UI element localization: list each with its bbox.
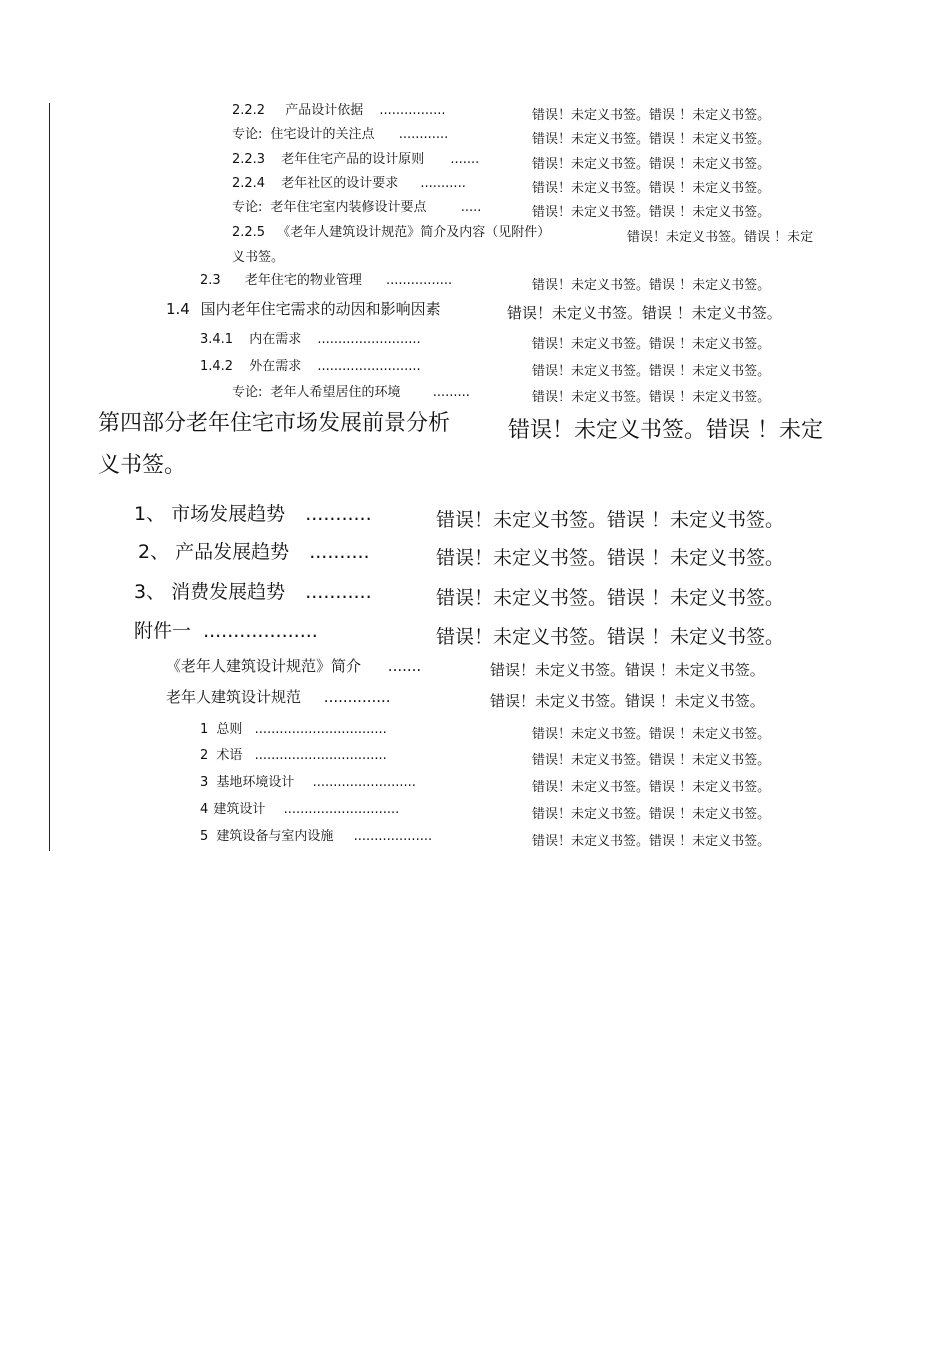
- toc-title: 老年社区的设计要求: [281, 176, 399, 191]
- toc-entry[interactable]: [134, 505, 372, 524]
- toc-leader: ................................: [254, 722, 387, 737]
- toc-title: 建筑设计: [213, 802, 266, 817]
- toc-page-ref: 错误！未定义书签。错误 ！未定: [627, 230, 814, 245]
- margin-line: [49, 103, 50, 851]
- toc-entry[interactable]: [166, 690, 391, 705]
- toc-page-ref: 错误！未定义书签。错误 ！未定义书签。: [532, 157, 771, 172]
- toc-number: 1.4.2: [200, 359, 234, 374]
- toc-entry[interactable]: [232, 226, 550, 239]
- toc-title: 基地环境设计: [216, 775, 295, 790]
- toc-page-ref-continued: 义书签。: [98, 453, 187, 478]
- toc-entry[interactable]: [232, 201, 481, 214]
- toc-page-ref: 错误！未定义书签。错误 ！未定义书签。: [532, 834, 771, 849]
- toc-number: 专论:: [232, 127, 263, 142]
- toc-leader: ............................: [283, 802, 400, 817]
- toc-page-ref: 错误！未定义书签。错误 ！未定义书签。: [507, 304, 782, 322]
- toc-number: 专论:: [232, 200, 263, 215]
- toc-leader: .......: [450, 152, 480, 167]
- toc-page-ref: 错误！未定义书签。错误 ！未定义书签。: [532, 807, 771, 822]
- toc-page-ref: 错误！未定义书签。错误 ！未定义书签。: [532, 205, 771, 220]
- toc-entry[interactable]: [200, 749, 387, 762]
- toc-entry[interactable]: [138, 543, 370, 562]
- toc-page-ref: 错误！未定义书签。错误 ！未定义书签。: [436, 587, 785, 609]
- toc-leader: .......: [387, 657, 422, 675]
- toc-number: 3.4.1: [200, 332, 234, 347]
- toc-title: 总则: [216, 722, 243, 737]
- toc-entry[interactable]: [200, 803, 399, 816]
- toc-leader: ................................: [254, 748, 387, 763]
- toc-number: 2.3: [200, 273, 221, 288]
- toc-page-ref: 错误！未定义书签。错误 ！未定义书签。: [532, 132, 771, 147]
- toc-number: 2.2.2: [232, 103, 266, 118]
- toc-title: 内在需求: [249, 332, 302, 347]
- toc-leader: ...........: [305, 503, 372, 525]
- toc-entry[interactable]: [166, 302, 441, 317]
- toc-title: 第四部分老年住宅市场发展前景分析: [98, 411, 451, 436]
- toc-number: 2.2.3: [232, 152, 266, 167]
- toc-page-ref: 错误！未定义书签。错误 ！未定义书签。: [532, 390, 771, 405]
- toc-leader: ...........: [305, 581, 372, 603]
- toc-leader: .........................: [317, 332, 421, 347]
- toc-page-ref-continued: 义书签。: [232, 250, 285, 265]
- toc-number: 2、: [138, 541, 170, 563]
- toc-title: 《老年人建筑设计规范》简介: [166, 657, 362, 675]
- toc-leader: .....: [460, 200, 482, 215]
- toc-entry[interactable]: [232, 177, 466, 190]
- toc-entry[interactable]: [232, 128, 448, 141]
- toc-title: 老年人希望居住的环境: [270, 385, 401, 400]
- toc-number: 5: [200, 829, 209, 844]
- toc-title: 老年住宅产品的设计原则: [281, 152, 425, 167]
- toc-entry[interactable]: [200, 274, 452, 287]
- toc-page-ref: 错误！未定义书签。错误 ！未定义书签。: [532, 278, 771, 293]
- toc-entry[interactable]: [232, 153, 479, 166]
- toc-page-ref: 错误！未定义书签。错误 ！未定义书签。: [436, 626, 785, 648]
- toc-entry[interactable]: [232, 104, 446, 117]
- toc-leader: ..........: [309, 541, 370, 563]
- toc-leader: ............: [398, 127, 449, 142]
- toc-leader: ................: [385, 273, 453, 288]
- toc-leader: ...................: [203, 620, 318, 642]
- toc-page-ref: 错误！未定义书签。错误 ！未定义书签。: [532, 181, 771, 196]
- toc-leader: ...................: [353, 829, 433, 844]
- toc-number: 1、: [134, 503, 166, 525]
- toc-title: 住宅设计的关注点: [270, 127, 375, 142]
- toc-number: 1.4: [166, 300, 190, 318]
- toc-page-ref: 错误！未定义书签。错误 ！未定: [508, 418, 823, 443]
- toc-entry[interactable]: [200, 333, 421, 346]
- toc-entry[interactable]: [166, 659, 421, 674]
- toc-page-ref: 错误！未定义书签。错误 ！未定义书签。: [532, 780, 771, 795]
- toc-page-ref: 错误！未定义书签。错误 ！未定义书签。: [490, 692, 765, 710]
- toc-number: 4: [200, 802, 209, 817]
- toc-title: 老年住宅的物业管理: [244, 273, 362, 288]
- toc-page-ref: 错误！未定义书签。错误 ！未定义书签。: [490, 661, 765, 679]
- toc-entry[interactable]: [134, 583, 372, 602]
- toc-title: 老年住宅室内装修设计要点: [270, 200, 427, 215]
- toc-number: 1: [200, 722, 209, 737]
- toc-title: 产品设计依据: [285, 103, 364, 118]
- toc-title: 外在需求: [249, 359, 302, 374]
- toc-part-heading[interactable]: [98, 413, 450, 435]
- toc-title: 消费发展趋势: [171, 581, 286, 603]
- toc-entry[interactable]: [200, 776, 416, 789]
- toc-page-ref: 错误！未定义书签。错误 ！未定义书签。: [436, 509, 785, 531]
- toc-entry[interactable]: [232, 386, 470, 399]
- toc-title: 国内老年住宅需求的动因和影响因素: [200, 300, 441, 318]
- toc-title: 市场发展趋势: [171, 503, 286, 525]
- toc-leader: ................: [379, 103, 446, 118]
- toc-entry[interactable]: [200, 830, 432, 843]
- toc-title: 产品发展趋势: [175, 541, 290, 563]
- toc-number: 2: [200, 748, 209, 763]
- toc-number: 2.2.4: [232, 176, 266, 191]
- toc-number: 2.2.5: [232, 225, 266, 240]
- toc-title: 附件一: [134, 620, 192, 642]
- toc-title: 建筑设备与室内设施: [216, 829, 334, 844]
- toc-title: 老年人建筑设计规范: [166, 688, 302, 706]
- toc-number: 3、: [134, 581, 166, 603]
- toc-number: 专论:: [232, 385, 263, 400]
- toc-page-ref: 错误！未定义书签。错误 ！未定义书签。: [532, 108, 771, 123]
- toc-leader: .........: [432, 385, 470, 400]
- toc-title: 术语: [216, 748, 243, 763]
- toc-page-ref: 错误！未定义书签。错误 ！未定义书签。: [436, 547, 785, 569]
- toc-page-ref: 错误！未定义书签。错误 ！未定义书签。: [532, 753, 771, 768]
- toc-leader: ..............: [323, 688, 391, 706]
- toc-entry[interactable]: [134, 622, 318, 641]
- toc-page-ref: 错误！未定义书签。错误 ！未定义书签。: [532, 727, 771, 742]
- toc-leader: ...........: [420, 176, 466, 191]
- toc-page-ref: 错误！未定义书签。错误 ！未定义书签。: [532, 364, 771, 379]
- toc-page-ref: 错误！未定义书签。错误 ！未定义书签。: [532, 337, 771, 352]
- toc-leader: .........................: [312, 775, 416, 790]
- toc-number: 3: [200, 775, 209, 790]
- toc-entry[interactable]: [200, 723, 387, 736]
- toc-title: 《老年人建筑设计规范》简介及内容（见附件）: [277, 225, 551, 240]
- toc-entry[interactable]: [200, 360, 421, 373]
- toc-leader: .........................: [317, 359, 421, 374]
